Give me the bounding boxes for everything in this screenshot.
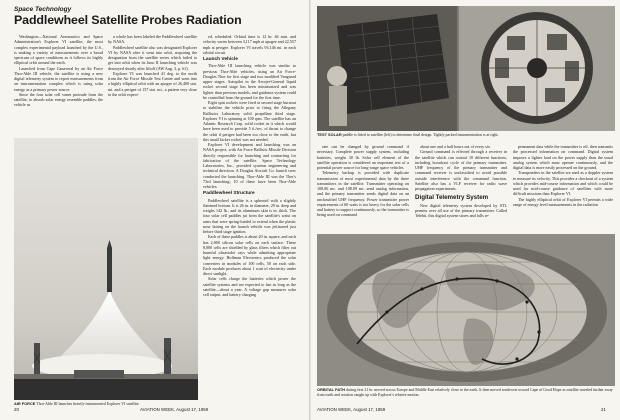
caption-text: paddle is fitted to satellite (left) to determine final design. Tightly packed instrumentation is at right.: [342, 133, 499, 137]
paragraph: Launched from Cape Canaveral by an Air Force Thor-Able III vehicle, the satellite is using a new digital telemetry system to report measurements from an instrumentation complex which is using solar energy as a primary power source.: [14, 65, 103, 92]
rocket-launch-image: [14, 138, 198, 400]
left-column-2: [108, 34, 197, 134]
section-label: Space Technology: [14, 6, 72, 13]
paragraph: Washington—National Aeronautics and Space Administration's Explorer VI satellite, the most complex experimental payload launched by the U.S., is making a variety of measurements over a broad spectrum of space conditions as it follows its highly elliptical orbit around the earth.: [14, 34, 103, 66]
paragraph: rate can be changed by ground command if necessary. Complete power supply system, including batteries, weighs 30 lb. Solar cell element of the satellite operation is considered an important test of a potential power source for long-range space vehicles.: [317, 144, 409, 170]
satellite-instrumentation-image: [317, 6, 615, 131]
folio-title: AVIATION WEEK, August 17, 1959: [140, 407, 209, 412]
article-headline: Paddlewheel Satellite Probes Radiation: [14, 13, 242, 27]
paragraph: a whole has been labeled the Paddlewheel satellite by NASA.: [108, 34, 197, 45]
paragraph: Telemetry backup is provided with duplicate transmission of most experimental data by the three transmitters in the satellite. Transmitter operating on 108.06 mc. and 108.09 mc. send analog information, and the primary transmitter sends digital data on an unclassified UHF frequency. Power transmitter power requirements of 60 watts is too heavy for the solar cells and battery to support continuously, so the transmitter is being used on command: [317, 170, 409, 218]
paragraph: Solar cells charge the batteries which power the satellite systems and are expected to last as long as the satellite—about a year. A voltage gap measures solar cell output, and battery charging: [203, 276, 296, 297]
caption-text: during first 21 hr. moved across Europe and Middle East relatively close to the earth. It then moved southwest toward Cape of Good Hope as satellite traveled further away from earth and rotation caught up with Explorer's relative motion.: [317, 388, 613, 397]
paragraph: Each of these paddles is about 20 in. square, and each has 2,000 silicon solar cells on each surface. These 8,000 cells are shielded by glass filters which filter out harmful ultraviolet rays while admitting appropriate light energy. Hoffman Electronics produced the solar converters in modules of 100 cells, 50 on each side. Each module produces about 1 watt of electricity under direct sunlight.: [203, 234, 296, 276]
satellite-photo-caption: [317, 133, 615, 138]
right-column-2: [415, 144, 507, 230]
folio-title: AVIATION WEEK, August 17, 1959: [317, 407, 386, 412]
left-page: [0, 0, 309, 420]
subheading-paddlewheel-structure: Paddlewheel Structure: [203, 191, 255, 197]
caption-label: AIR FORCE: [14, 401, 36, 406]
orbital-map-caption: [317, 388, 615, 398]
paragraph: ed, scheduled. Orbital time is 12 hr. 46 min. and velocity varies between 3,117 mph at apogee and 22,557 mph at perigee. Explorer VI travels 93,146 mi. in each orbital circuit.: [203, 34, 296, 55]
caption-label: ORBITAL PATH: [317, 387, 346, 392]
left-column-1: [14, 34, 103, 134]
subheading-digital-telemetry: Digital Telemetry System: [415, 194, 489, 202]
subheading-launch-vehicle: Launch Vehicle: [203, 57, 238, 62]
paragraph: Paddlewheel satellite is a spheroid with a slightly flattened bottom. It is 26 in. in diameter, 29 in. deep and weighs 142 lb., and its aluminum skin is in. thick. The four solar cell paddles jut from the satellite's waist on arms that were spring-loaded to extend when the plastic nose fairing on the launch vehicle was jettisoned just before third stage ignition.: [203, 197, 296, 234]
right-column-3: [513, 144, 613, 230]
paragraph: permanent data while the transmitter is off, then transmits the processed information on command. Digital system imposes a lighter load on the power supply than the usual analog system which must operate continuously, and the digital data is more easily processed on the ground.: [513, 144, 613, 170]
folio-page-number: 20: [14, 407, 19, 412]
paragraph: Thor-Able III launching vehicle was similar to previous Thor-Able vehicles, using an Air Force-Douglas Thor for first stage and two modified Vanguard upper stages. Autopilot in the Aerojet-General liquid rocket second stage has been miniaturized and was lighter than previous models, and guidance system could be controlled from the ground for the first time.: [203, 63, 296, 100]
paragraph: New digital telemetry system developed by STL permits over all use of the primary transmitter. Called Telebit, this digital system stores and falls re-: [415, 202, 507, 218]
folio-page-number: 21: [601, 407, 606, 412]
paragraph: The highly elliptical orbit of Explorer VI permits a wide range of energy level measurements in the radiation: [513, 196, 613, 207]
orbital-path-map-image: [317, 234, 615, 386]
paragraph: Explorer VI development and launching was an NASA project, with Air Force Ballistic Missile Division directly responsible for launching and contracting for fabrication of the satellite. Space Technology Laboratories, Inc., provided systems engineering and technical direction. A Douglas Aircraft Co. launch crew conducted the launching. Thor-Able III was the Thor's 73rd launching; 10 of these have been Thor-Able vehicles.: [203, 142, 296, 189]
paragraph: Since the four solar cell vanes protrude from the satellite, to absorb solar energy resemble paddles, the vehicle as: [14, 91, 103, 108]
paragraph: Paddlewheel satellite also was designated Explorer VI by NASA after it went into orbit, acquiring the designation from the satellite series which failed to get into orbit when its Juno II launching vehicle was destroyed shortly after liftoff (AW Aug. 3, p. 61).: [108, 44, 197, 71]
paragraph: Eight spin rockets were fired at second stage burnout to stabilize the vehicle prior to firing the Allegany Ballistics Laboratory solid propellant third stage. Explorer VI is spinning at 100 rpm. The satellite has an Atlantic Research Corp. solid rocket in it which would have been used to provide 5 ft./sec. of thrust to change the orbit if perigee had been too close to the earth, but this small kicker rocket was not needed.: [203, 100, 296, 142]
paragraph: about one and a half hours out of every six.: [420, 144, 491, 149]
left-column-3: [203, 34, 296, 404]
caption-text: Thor-Able III launches heavily instrumented Explorer VI satellite.: [36, 402, 140, 406]
paragraph: Transponders in the satellite are used as a doppler system to measure its velocity. This provides a checkout of a system which provides mid-course information and which could be used for mid-course guidance of satellites with more difficult missions than Explorer VI.: [513, 170, 613, 197]
caption-label: TEST SOLAR: [317, 132, 342, 137]
orbital-map: [317, 234, 615, 386]
right-column-1: [317, 144, 409, 230]
right-page: [311, 0, 620, 420]
satellite-photo: [317, 6, 615, 131]
paragraph: Ground command is effected through a receiver in the satellite which can control 10 different functions, including broadcast cycle of the primary transmitter. UHF frequency of the primary transmitter and command receiver is unclassified to avoid possible outside interference with the command function. Satellite also has a VLF receiver for radio wave propagation experiments.: [415, 149, 507, 191]
launch-photo: [14, 138, 198, 400]
paragraph: Explorer VI was launched 41 deg. to the north from the Air Force Missile Test Center and went into a highly elliptical orbit with an apogee of 26,400 stat. mi. and a perigee of 157 stat. mi., a pattern very close to the orbit expect-: [108, 70, 197, 97]
